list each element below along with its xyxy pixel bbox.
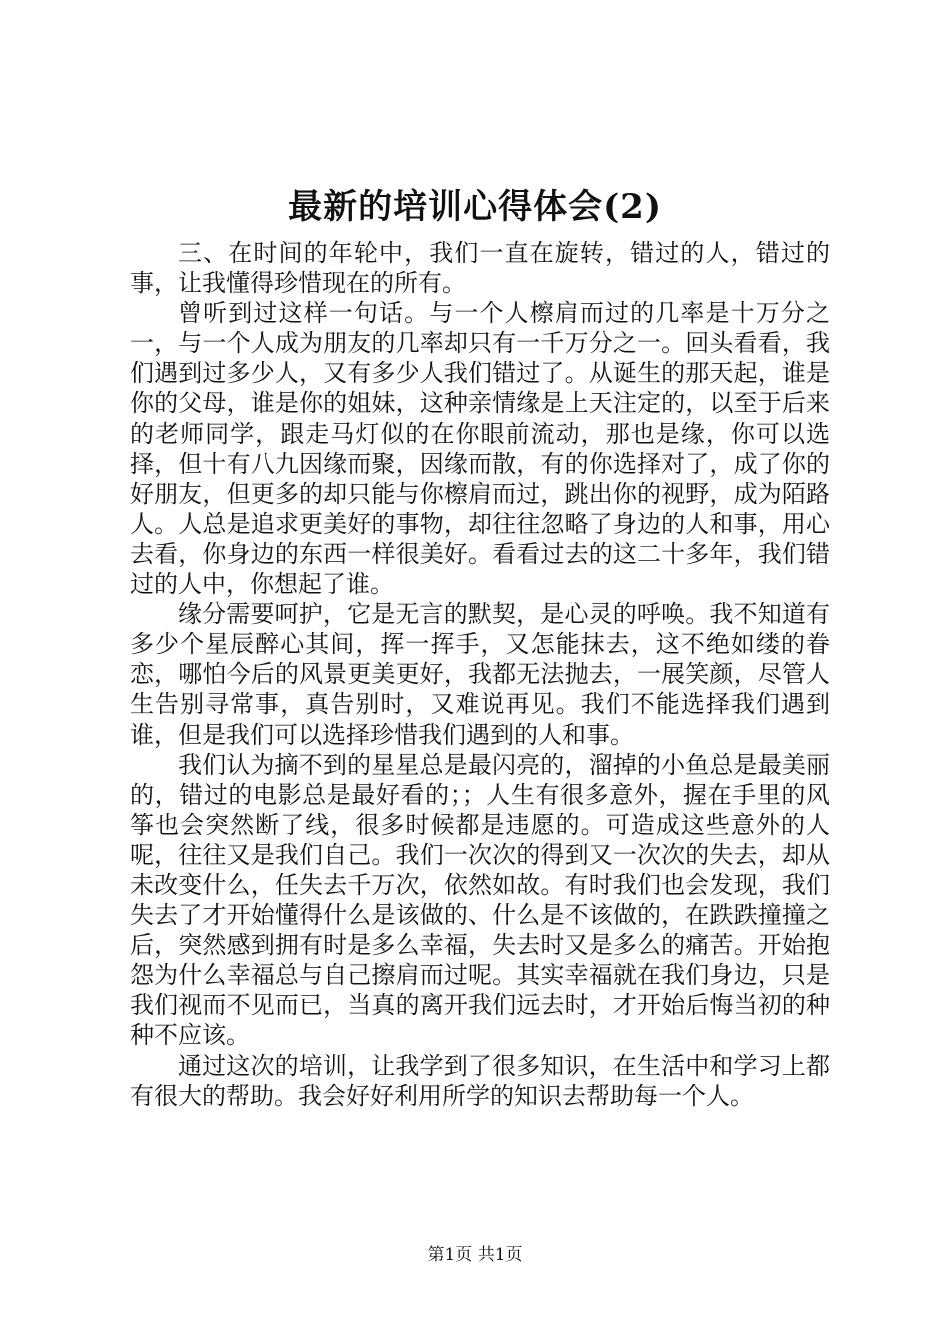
- page-footer: 第1页 共1页: [427, 1245, 523, 1265]
- paragraph-4: 我们认为摘不到的星星总是最闪亮的，溜掉的小鱼总是最美丽的，错过的电影总是最好看的；；人生有很多意外，握在手里的风筝也会突然断了线，很多时候都是违愿的。可造成这些意外的人呢，往往又是我们自己。我们一次次的得到又一次次的失去，却从未改变什么，任失去千万次，依然如故。有时我们也会发现，我们失去了才开始懂得什么是该做的、什么是不该做的，在跌跌撞撞之后，突然感到拥有时是多么幸福，失去时又是多么的痛苦。开始抱怨为什么幸福总与自己擦肩而过呢。其实幸福就在我们身边，只是我们视而不见而已，当真的离开我们远去时，才开始后悔当初的种种不应该。: [130, 750, 830, 1050]
- paragraph-3: 缘分需要呵护，它是无言的默契，是心灵的呼唤。我不知道有多少个星辰醉心其间，挥一挥手，又怎能抹去，这不绝如缕的眷恋，哪怕今后的风景更美更好，我都无法抛去，一展笑颜，尽管人生告别寻常事，真告别时，又难说再见。我们不能选择我们遇到谁，但是我们可以选择珍惜我们遇到的人和事。: [130, 600, 830, 749]
- document-title: 最新的培训心得体会(2): [288, 187, 662, 227]
- paragraph-1: 三、在时间的年轮中，我们一直在旋转，错过的人，错过的事，让我懂得珍惜现在的所有。: [130, 239, 830, 298]
- paragraph-2: 曾听到过这样一句话。与一个人檫肩而过的几率是十万分之一，与一个人成为朋友的几率却只有一千万分之一。回头看看，我们遇到过多少人，又有多少人我们错过了。从诞生的那天起，谁是你的父母，谁是你的姐妹，这种亲情缘是上天注定的，以至于后来的老师同学，跟走马灯似的在你眼前流动，那也是缘，你可以选择，但十有八九因缘而聚，因缘而散，有的你选择对了，成了你的好朋友，但更多的却只能与你檫肩而过，跳出你的视野，成为陌路人。人总是追求更美好的事物，却往往忽略了身边的人和事，用心去看，你身边的东西一样很美好。看看过去的这二十多年，我们错过的人中，你想起了谁。: [130, 299, 830, 599]
- paragraph-5: 通过这次的培训，让我学到了很多知识，在生活中和学习上都有很大的帮助。我会好好利用所学的知识去帮助每一个人。: [130, 1051, 830, 1110]
- document-body: [130, 238, 830, 1111]
